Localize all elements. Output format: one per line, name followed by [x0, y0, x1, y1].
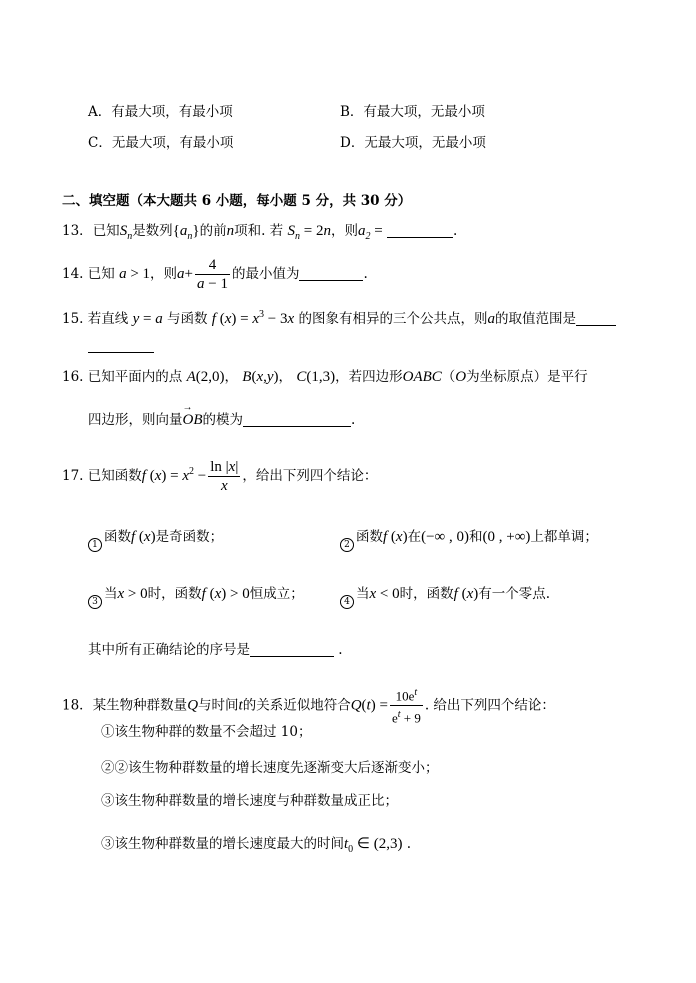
section-title: 二、填空题（本大题共 6 小题，每小题 5 分，共 30 分）: [62, 193, 412, 209]
option-b: B．有最大项，无最小项: [340, 104, 485, 120]
q13-answer-blank[interactable]: [387, 223, 453, 238]
q17-conclusion-2: 2 函数f (x)在(−∞ , 0)和(0 , +∞)上都单调；: [340, 527, 598, 552]
question-18: 18．某生物种群数量Q与时间t的关系近似地符合Q(t) = $\frac{10e^t}{e^t + 9}$ . 给出下列四个结论：: [62, 684, 555, 728]
q14-answer-blank[interactable]: [299, 266, 363, 281]
q15-answer-blank-1[interactable]: [576, 311, 616, 326]
circled-three-icon: 3: [88, 595, 102, 609]
circled-four-icon: 4: [340, 595, 354, 609]
q18-number: 18．: [62, 697, 93, 714]
q13-number: 13．: [62, 223, 93, 239]
q18-fraction: $\frac{10e^t}{e^t + 9}$: [390, 684, 423, 728]
question-13: 13．已知$S_n$是数列$\{a_n\}$的前n项和. 若 $S_n = 2n$，则$a_2$ = .: [62, 223, 458, 242]
q17-answer-blank[interactable]: [250, 642, 334, 657]
question-14: 14. 已知 a > 1，则a+ $\frac{4}{a - 1}$ 的最小值为 .: [62, 257, 368, 292]
q16-number: 16.: [62, 369, 88, 385]
q14-number: 14.: [62, 266, 88, 282]
question-16-line2: 四边形，则向量→ OB的模为 .: [88, 410, 355, 430]
q17-number: 17.: [62, 468, 88, 484]
q18-conclusion-3: ③该生物种群数量的增长速度与种群数量成正比；: [101, 793, 398, 809]
q15-number: 15.: [62, 311, 88, 327]
q14-fraction: $\frac{4}{a - 1}$: [197, 257, 228, 292]
q16-answer-blank[interactable]: [243, 412, 351, 427]
circled-one-icon: 1: [88, 538, 102, 552]
option-a: A．有最大项，有最小项: [88, 104, 233, 120]
q17-fraction: $\frac{\ln |x|}{x}$: [210, 459, 239, 494]
circled-two-icon: 2: [340, 538, 354, 552]
q17-conclusion-1: 1 函数f (x)是奇函数；: [88, 527, 223, 552]
q15-continued: [88, 336, 154, 356]
q17-conclusion-3: 3 当x > 0时，函数f (x) > 0恒成立；: [88, 584, 304, 609]
q15-answer-blank-2[interactable]: [88, 338, 154, 353]
question-17: 17. 已知函数f $(x) = x^2$ − $\frac{\ln |x|}{x}$ ，给出下列四个结论：: [62, 459, 378, 494]
q18-conclusion-2: ②②该生物种群数量的增长速度先逐渐变大后逐渐变小；: [101, 760, 439, 776]
q18-conclusion-4: ③该生物种群数量的增长速度最大的时间$t_0$ ∈ (2,3) .: [101, 836, 412, 855]
q18-conclusion-1: ①该生物种群的数量不会超过 10；: [101, 724, 312, 740]
question-16: 16. 已知平面内的点 A(2,0)， B(x,y)， C(1,3)，若四边形OABC（O为坐标原点）是平行: [62, 369, 588, 385]
option-d: D．无最大项，无最小项: [340, 135, 486, 151]
q17-conclusion-4: 4 当x < 0时，函数f (x)有一个零点.: [340, 584, 550, 609]
question-15: 15. 若直线 y = a 与函数 f $(x) = x^3 - 3x$ 的图象有相异的三个公共点，则a的取值范围是: [62, 305, 616, 329]
q17-ask: 其中所有正确结论的序号是 .: [88, 642, 343, 658]
option-c: C．无最大项，有最小项: [88, 135, 234, 151]
